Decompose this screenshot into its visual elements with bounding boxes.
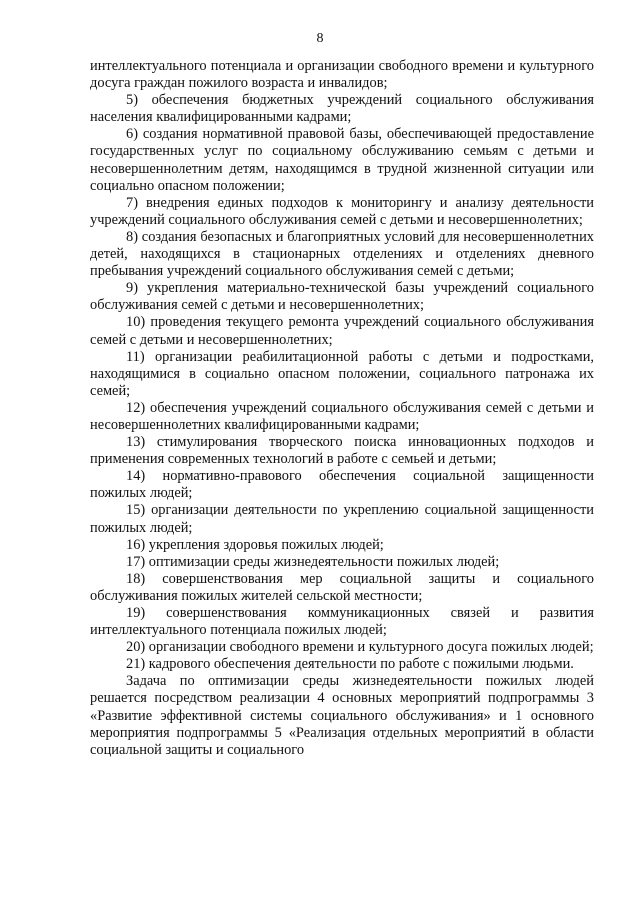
body-paragraph: 15) организации деятельности по укреплению социальной защищенности пожилых людей; xyxy=(90,502,594,536)
body-paragraph: 20) организации свободного времени и культурного досуга пожилых людей; xyxy=(126,639,594,656)
body-paragraph: интеллектуального потенциала и организации свободного времени и культурного досуга граждан пожилого возраста и инвалидов; xyxy=(90,58,594,92)
body-paragraph: 8) создания безопасных и благоприятных условий для несовершеннолетних детей, находящихся в стационарных отделениях и отделениях дневного пребывания учреждений социального обслуживания семей с детьми; xyxy=(90,228,594,280)
body-paragraph: 21) кадрового обеспечения деятельности по работе с пожилыми людьми. xyxy=(126,656,574,673)
body-paragraph: 16) укрепления здоровья пожилых людей; xyxy=(126,536,384,553)
body-paragraph: 10) проведения текущего ремонта учреждений социального обслуживания семей с детьми и несовершеннолетних; xyxy=(90,314,594,348)
body-paragraph: 5) обеспечения бюджетных учреждений социального обслуживания населения квалифицированными кадрами; xyxy=(90,92,594,126)
body-paragraph: 19) совершенствования коммуникационных связей и развития интеллектуального потенциала пожилых людей; xyxy=(90,605,594,639)
body-paragraph: 18) совершенствования мер социальной защиты и социального обслуживания пожилых жителей сельской местности; xyxy=(90,570,594,604)
body-paragraph: 9) укрепления материально-технической базы учреждений социального обслуживания семей с детьми и несовершеннолетних; xyxy=(90,280,594,314)
body-paragraph: 7) внедрения единых подходов к мониторингу и анализу деятельности учреждений социального обслуживания семей с детьми и несовершеннолетних; xyxy=(90,194,594,228)
body-paragraph: 17) оптимизации среды жизнедеятельности пожилых людей; xyxy=(126,553,500,570)
body-paragraph: 6) создания нормативной правовой базы, обеспечивающей предоставление государственных услуг по социальному обслуживанию семьям с детьми и несовершеннолетним детям, находящимся в трудной жизненной ситуации или социально опасном положении; xyxy=(90,126,594,194)
body-paragraph: 11) организации реабилитационной работы с детьми и подростками, находящимися в социально опасном положении, социального патронажа их семей; xyxy=(90,348,594,399)
body-paragraph: Задача по оптимизации среды жизнедеятельности пожилых людей решается посредством реализации 4 основных мероприятий подпрограммы 3 «Развитие эффективной системы социального обслуживания» и 1 основного мероприятия подпрограммы 5 «Реализация отдельных мероприятий в области социальной защиты и социального xyxy=(90,673,594,758)
body-paragraph: 14) нормативно-правового обеспечения социальной защищенности пожилых людей; xyxy=(90,468,594,502)
body-paragraph: 13) стимулирования творческого поиска инновационных подходов и применения современных технологий в работе с семьей и детьми; xyxy=(90,434,594,468)
document-body xyxy=(90,58,594,759)
body-paragraph: 12) обеспечения учреждений социального обслуживания семей с детьми и несовершеннолетних квалифицированными кадрами; xyxy=(90,399,594,433)
page-number: 8 xyxy=(316,31,324,46)
